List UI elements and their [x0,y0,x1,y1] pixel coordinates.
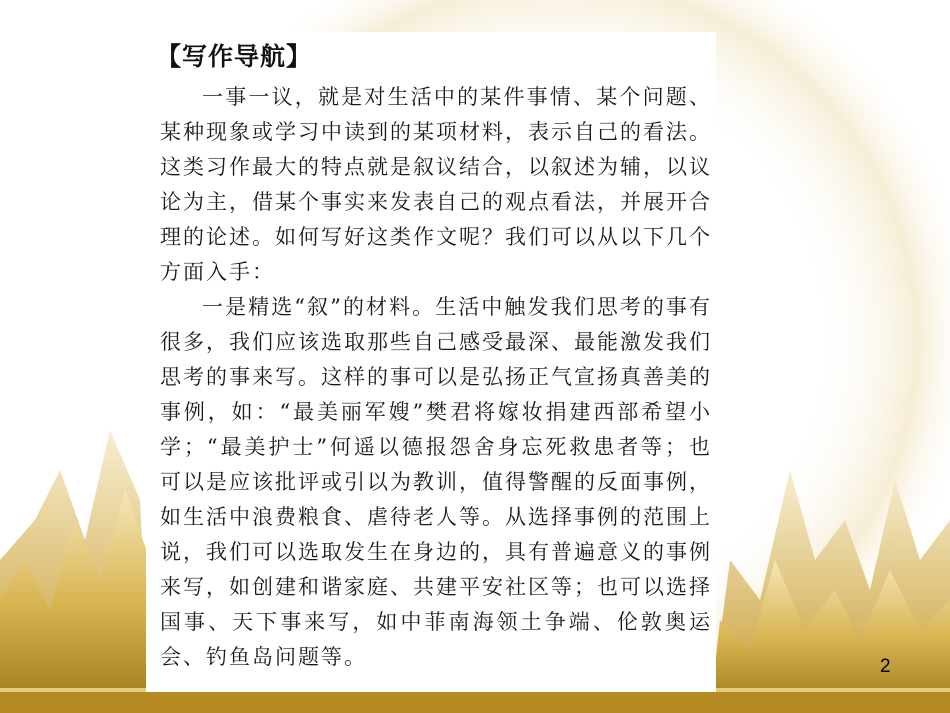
paragraph-method-one: 一是精选“叙”的材料。生活中触发我们思考的事有很多，我们应该选取那些自己感受最深、最能激发我们思考的事来写。这样的事可以是弘扬正气宣扬真善美的事例，如：“最美丽军嫂”樊君将嫁妆捐建西部希望小学；“最美护士”何遥以德报怨舍身忘死救患者等；也可以是应该批评或引以为教训，值得警醒的反面事例，如生活中浪费粮食、虐待老人等。从选择事例的范围上说，我们可以选取发生在身边的，具有普遍意义的事例来写，如创建和谐家庭、共建平安社区等；也可以选择国事、天下事来写，如中菲南海领土争端、伦敦奥运会、钓鱼岛问题等。 [160,295,712,669]
body-text [160,80,712,675]
section-heading: 【写作导航】 [156,42,313,71]
paragraph-intro: 一事一议，就是对生活中的某件事情、某个问题、某种现象或学习中读到的某项材料，表示自己的看法。这类习作最大的特点就是叙议结合，以叙述为辅，以议论为主，借某个事实来发表自己的观点看法，并展开合理的论述。如何写好这类作文呢？我们可以从以下几个方面入手： [160,85,712,284]
page-number: 2 [880,656,891,677]
